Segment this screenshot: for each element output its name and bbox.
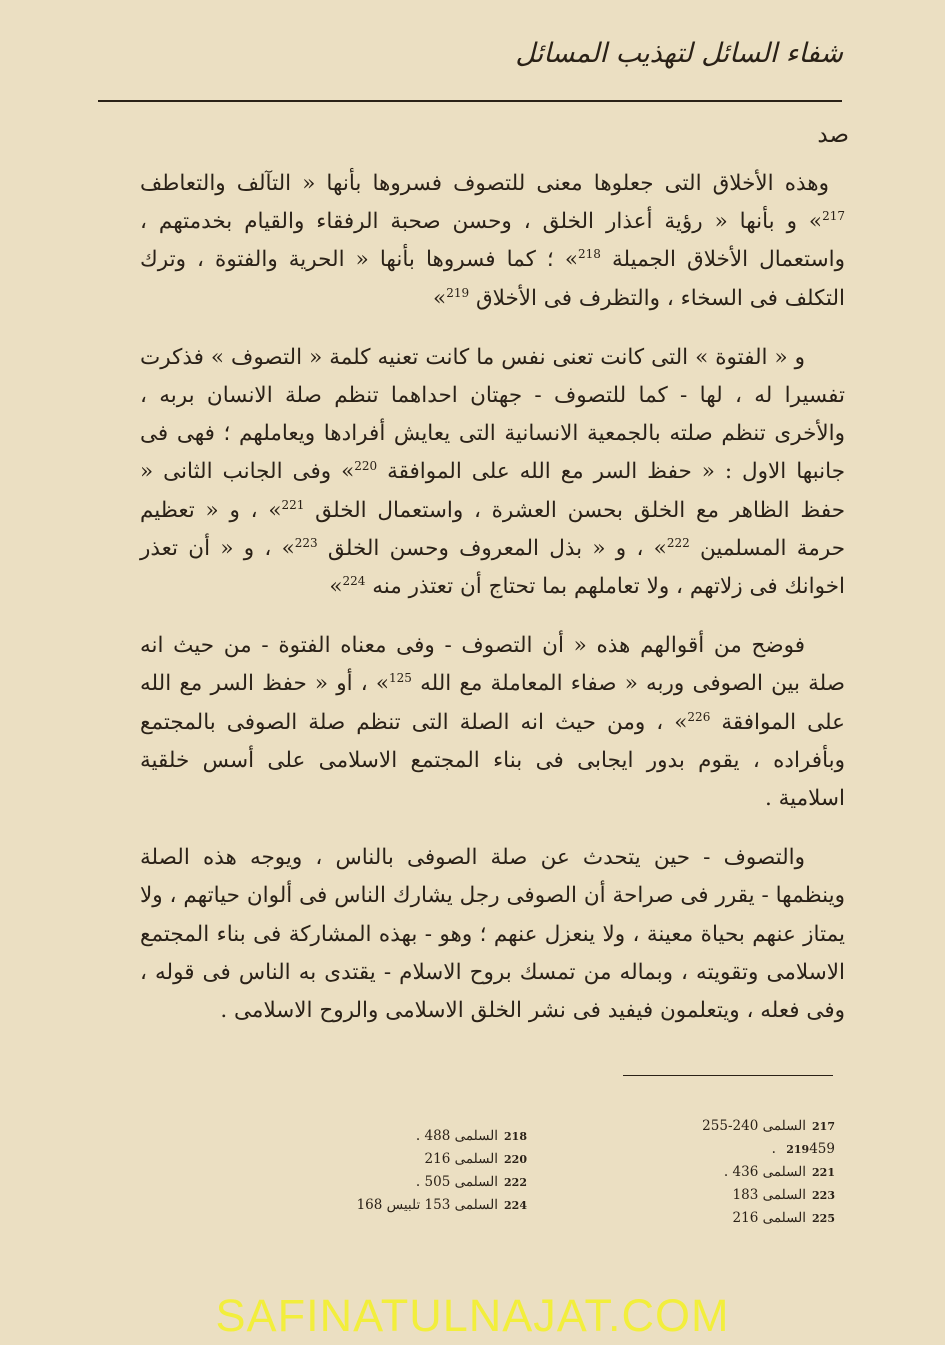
footnote-number: 218 [504, 1130, 527, 1143]
footnote-entry [307, 1171, 527, 1194]
page-number: صد [817, 122, 849, 148]
footnote-entry [665, 1138, 835, 1161]
running-header-title: شفاء السائل لتهذيب المسائل [515, 38, 843, 69]
text-segment: » ، أو « حفظ السر مع الله على الموافقة [140, 671, 845, 735]
footnote-ref: 125 [389, 671, 412, 686]
footnote-text: السلمى 183 [732, 1187, 807, 1203]
footnote-number: 224 [504, 1199, 527, 1212]
text-segment: » ، و « بذل المعروف وحسن الخلق [327, 535, 667, 561]
header-rule [98, 100, 842, 102]
watermark: SAFINATULNAJAT.COM [215, 1290, 730, 1341]
paragraph [140, 627, 845, 818]
footnote-entry [307, 1194, 527, 1217]
footnote-text: السلمى 505 . [415, 1174, 499, 1190]
footnote-ref: 218 [577, 247, 601, 262]
footnote-ref: 219 [446, 285, 470, 300]
footnote-ref: 226 [687, 709, 711, 724]
footnote-ref: 223 [294, 535, 318, 550]
footnote-number: 222 [504, 1176, 527, 1189]
footnote-number: 217 [812, 1120, 835, 1133]
footnote-number: 219 [786, 1143, 810, 1156]
text-segment: » ، و « تعظيم حرمة المسلمين [140, 497, 845, 561]
text-segment: » وفى الجانب الثانى « حفظ الظاهر مع الخلق بحسن العشرة ، واستعمال الخلق [140, 459, 845, 523]
text-segment: » ، و « أن تعذر اخوانك فى زلاتهم ، ولا تعاملهم بما تحتاج أن تعتذر منه [140, 535, 845, 600]
footnote-text: السلمى 153 تلبيس 168 [356, 1197, 499, 1213]
main-text [140, 165, 845, 1051]
footnote-text: السلمى 436 . [723, 1164, 807, 1180]
text-segment: » ، ومن حيث انه الصلة التى تنظم صلة الصوفى بالمجتمع وبأفراده ، يقوم بدور ايجابى فى بناء المجتمع الاسلامى على أسس خلقية اسلامية . [140, 709, 845, 812]
footnote-entry [665, 1115, 835, 1138]
footnote-separator [623, 1075, 833, 1076]
footnote-ref: 217 [822, 209, 845, 224]
paragraph [140, 165, 845, 318]
footnote-entry [665, 1184, 835, 1207]
text-segment: » [329, 574, 343, 600]
footnote-entry [665, 1207, 835, 1230]
footnote-text: 459 . [771, 1141, 835, 1157]
footnote-text: السلمى 216 [732, 1210, 807, 1226]
text-segment: » ؛ كما فسروها بأنها « الحرية والفتوة ، وترك التكلف فى السخاء ، والتظرف فى الأخلاق [140, 247, 845, 311]
footnote-number: 220 [504, 1153, 527, 1166]
footnote-text: السلمى 216 [424, 1151, 499, 1167]
footnote-text: السلمى 488 . [415, 1128, 499, 1144]
text-segment: و « الفتوة » التى كانت تعنى نفس ما كانت تعنيه كلمة « التصوف » فذكرت تفسيرا له ، لها - كما للتصوف - جهتان احداهما تنظم صلة الانسان بربه ، والأخرى تنظم صلته بالجمعية الانسانية التى يعايش أفرادها ويعاملهم ؛ فهى فى جانبها الاول : « حفظ السر مع الله على الموافقة [140, 344, 845, 485]
text-segment: والتصوف - حين يتحدث عن صلة الصوفى بالناس ، ويوجه هذه الصلة وينظمها - يقرر فى صراحة أن الصوفى رجل يشارك الناس فى ألوان حياتهم ، ولا يمتاز عنهم بحياة معينة ، ولا ينعزل عنهم ؛ وهو - بهذه المشاركة فى بناء المجتمع الاسلامى وتقويته ، وبماله من تمسك بروح الاسلام - يقتدى به الناس فى قوله ، وفى فعله ، ويتعلمون فيفيد فى نشر الخلق الاسلامى والروح الاسلامى . [140, 845, 845, 1024]
footnote-text: السلمى 240-255 [702, 1118, 807, 1134]
footnote-ref: 224 [342, 573, 366, 588]
footnote-number: 221 [812, 1166, 835, 1179]
text-segment: وهذه الأخلاق التى جعلوها معنى للتصوف فسروها بأنها « التآلف والتعاطف [140, 171, 829, 196]
footnote-ref: 221 [281, 497, 305, 512]
footnote-number: 225 [812, 1212, 835, 1225]
footnotes-left-column [307, 1125, 527, 1217]
footnote-number: 223 [812, 1189, 835, 1202]
footnote-ref: 222 [666, 535, 690, 550]
paragraph [140, 839, 845, 1030]
footnotes-right-column [665, 1115, 835, 1230]
text-segment: » و بأنها « رؤية أعذار الخلق ، وحسن صحبة الرفقاء والقيام بخدمتهم ، واستعمال الأخلاق الجميلة [140, 209, 845, 273]
footnote-entry [307, 1148, 527, 1171]
footnote-entry [307, 1125, 527, 1148]
footnote-ref: 220 [354, 459, 378, 474]
text-segment: فوضح من أقوالهم هذه « أن التصوف - وفى معناه الفتوة - من حيث انه صلة بين الصوفى وربه « صفاء المعاملة مع الله [140, 633, 845, 697]
text-segment: » [433, 285, 447, 311]
paragraph [140, 339, 845, 606]
footnote-entry [665, 1161, 835, 1184]
